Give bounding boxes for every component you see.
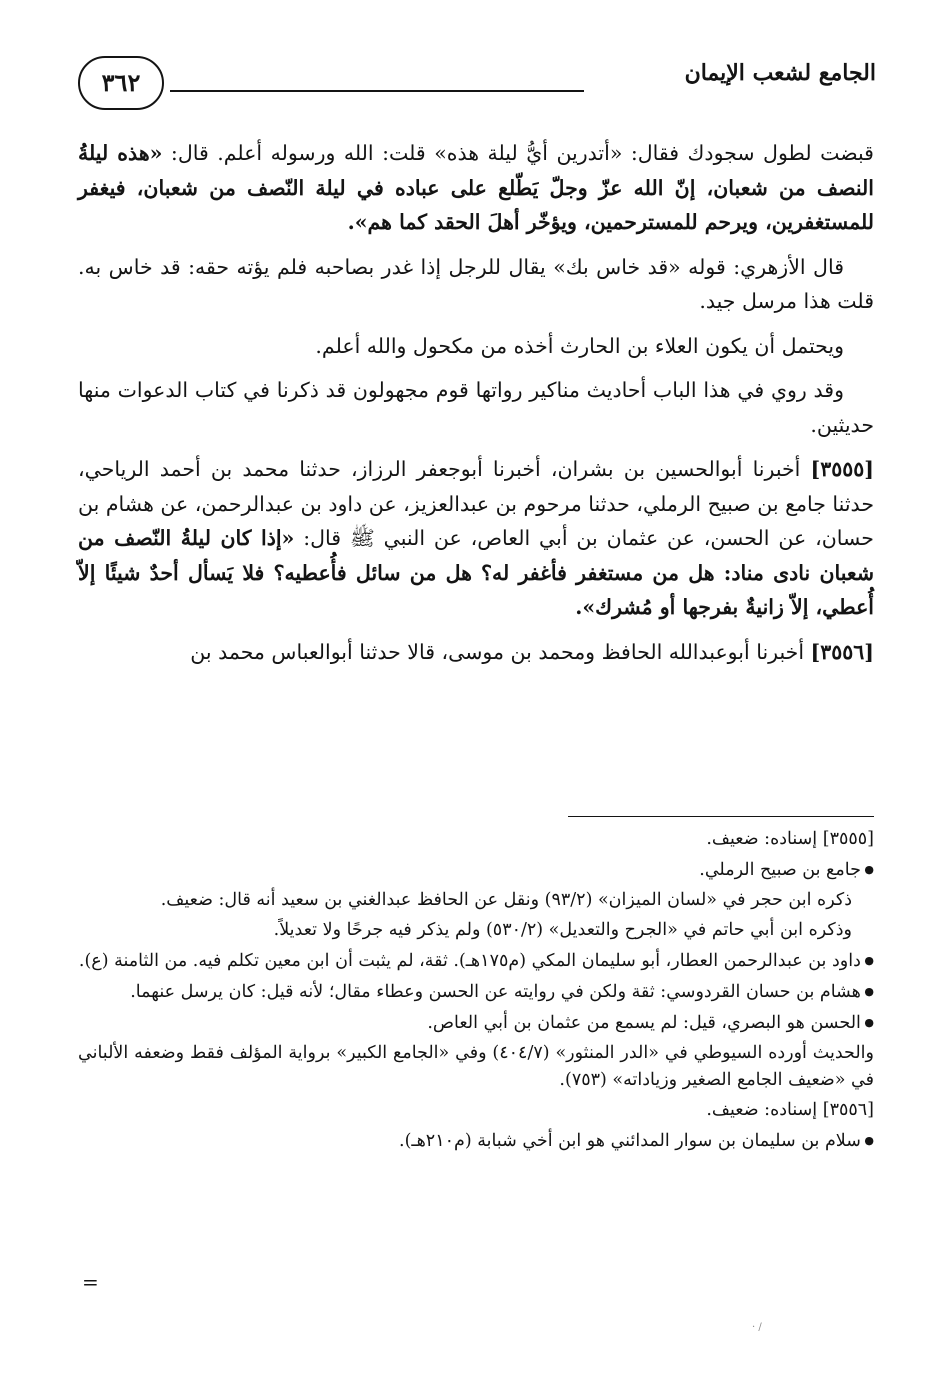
paragraph-2: قال الأزهري: قوله «قد خاس بك» يقال للرجل إذا غدر بصاحبه فلم يؤته حقه: قد خاس به. قلت هذا مرسل جيد. [78,254,874,313]
note-item-jami-detail: ذكره ابن حجر في «لسان الميزان» (٩٣/٢) ونقل عن الحافظ عبدالغني بن سعيد أنه قال: ضعيف. [160,890,852,910]
book-title: الجامع لشعب الإيمان [684,60,876,86]
paragraph-5-text: أخبرنا أبوالحسين بن بشران، أخبرنا أبوجعفر الرزاز، حدثنا محمد بن أحمد الرياحي، حدثنا جامع بن صبيح الرملي، حدثنا مرحوم بن عبدالعزيز، عن داود بن عبدالرحمن، عن هشام بن حسان، عن الحسن، عن عثمان بن أبي العاص، عن النبي ﷺ قال: [78,457,874,550]
note-3555-heading: [٣٥٥٥] إسناده: ضعيف. [706,829,874,849]
note-item-hisham: ● هشام بن حسان القردوسي: ثقة ولكن في روايته عن الحسن وعطاء مقال؛ لأنه قيل: كان يرسل عنهما. [78,978,874,1006]
scan-artifact: · / [752,1322,762,1333]
footnote-rule [568,816,874,817]
paragraph-5 [78,452,874,625]
note-item-jami: ● جامع بن صبيح الرملي. [78,856,874,884]
hadith-quote-1: «هذه ليلةُ النصف من شعبان، إنّ الله عزّ وجلّ يَطّلع على عباده في ليلة النّصف من شعبان، فيغفر للمستغفرين، ويرحم للمسترحمين، ويؤخّر أهلَ الحقد كما هم». [78,141,874,234]
continuation-mark: = [82,1270,99,1294]
page-number: ٣٦٢ [78,56,164,110]
main-text [78,136,874,679]
note-item-hasan: ● الحسن هو البصري، قيل: لم يسمع من عثمان بن أبي العاص. [78,1009,874,1037]
hadith-number-3555: [٣٥٥٥] [810,457,874,481]
footnotes [78,826,874,1158]
paragraph-4: وقد روي في هذا الباب أحاديث مناكير رواتها قوم مجهولون قد ذكرنا في كتاب الدعوات منها حديثين. [78,378,874,437]
header-rule [170,90,584,92]
paragraph-1-text: قبضت لطول سجودك فقال: «أتدرين أيُّ ليلة هذه» قلت: الله ورسوله أعلم. قال: [170,141,874,165]
note-item-jami-detail-2: وذكره ابن أبي حاتم في «الجرح والتعديل» (٥٣٠/٢) ولم يذكر فيه جرحًا ولا تعديلاً. [273,920,852,940]
note-3556-heading: [٣٥٥٦] إسناده: ضعيف. [706,1100,874,1120]
hadith-number-3556: [٣٥٥٦] [810,639,874,664]
paragraph-6-text: أخبرنا أبوعبدالله الحافظ ومحمد بن موسى، قالا حدثنا أبوالعباس محمد بن [190,639,805,664]
paragraph-1 [78,136,874,240]
note-item-salam: ● سلام بن سليمان بن سوار المدائني هو ابن أخي شبابة (م٢١٠هـ). [78,1127,874,1155]
page-header [78,56,876,112]
paragraph-3: ويحتمل أن يكون العلاء بن الحارث أخذه من مكحول والله أعلم. [315,333,844,358]
note-item-takhrij: والحديث أورده السيوطي في «الدر المنثور» (٤٠٤/٧) وفي «الجامع الكبير» برواية المؤلف فقط وضعفه الألباني في «ضعيف الجامع الصغير وزياداته» (٧٥٣). [78,1043,874,1090]
paragraph-6 [78,635,874,670]
note-item-dawud: ● داود بن عبدالرحمن العطار، أبو سليمان المكي (م١٧٥هـ). ثقة، لم يثبت أن ابن معين تكلم فيه. من الثامنة (ع). [78,947,874,975]
hadith-quote-2: «إذا كان ليلةُ النّصف من شعبان نادى مناد: هل من مستغفر فأغفر له؟ هل من سائل فأُعطيه؟ فلا يَسأل أحدٌ شيئًا إلاّ أُعطي، إلاّ زانيةٌ بفرجها أو مُشرك». [78,526,874,619]
